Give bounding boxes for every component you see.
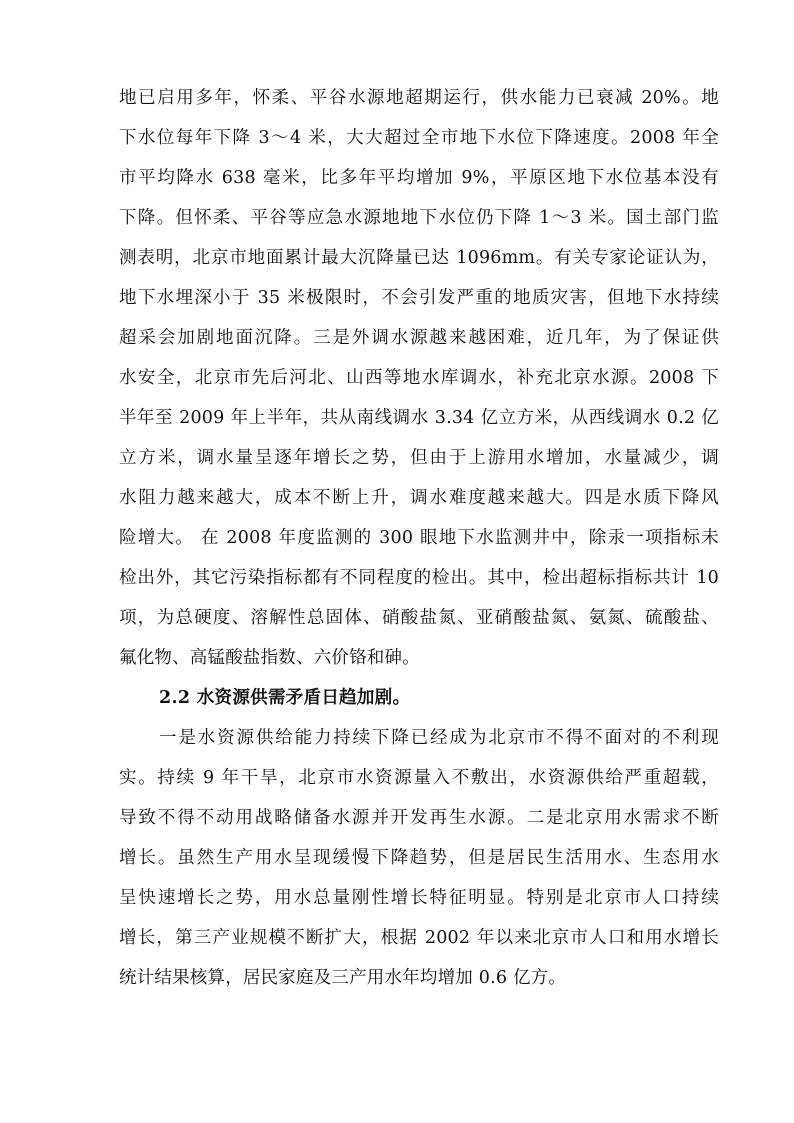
paragraph-line: 测表明，北京市地面累计最大沉降量已达 1096mm。有关专家论证认为， (119, 248, 719, 268)
paragraph-line: 增长，第三产业规模不断扩大，根据 2002 年以来北京市人口和用水增长 (119, 928, 719, 948)
paragraph-line: 项，为总硬度、溶解性总固体、硝酸盐氮、亚硝酸盐氮、氨氮、硫酸盐、 (119, 608, 719, 628)
paragraph-line: 水安全，北京市先后河北、山西等地水库调水，补充北京水源。2008 下 (119, 368, 719, 388)
paragraph-line: 呈快速增长之势，用水总量刚性增长特征明显。特别是北京市人口持续 (119, 888, 719, 908)
paragraph-line: 下降。但怀柔、平谷等应急水源地地下水位仍下降 1～3 米。国土部门监 (119, 208, 719, 228)
paragraph-line: 地已启用多年，怀柔、平谷水源地超期运行，供水能力已衰减 20%。地 (119, 88, 719, 108)
paragraph-line: 超采会加剧地面沉降。三是外调水源越来越困难，近几年，为了保证供 (119, 328, 719, 348)
paragraph-line: 水阻力越来越大，成本不断上升，调水难度越来越大。四是水质下降风 (119, 488, 719, 508)
paragraph-line: 险增大。 在 2008 年度监测的 300 眼地下水监测井中，除汞一项指标未 (119, 528, 719, 548)
paragraph-line: 半年至 2009 年上半年，共从南线调水 3.34 亿立方米，从西线调水 0.2 亿 (119, 408, 719, 428)
paragraph-line: 检出外，其它污染指标都有不同程度的检出。其中，检出超标指标共计 10 (119, 568, 719, 588)
paragraph-line: 导致不得不动用战略储备水源并开发再生水源。二是北京用水需求不断 (119, 808, 719, 828)
paragraph-line: 市平均降水 638 毫米，比多年平均增加 9%，平原区地下水位基本没有 (119, 168, 719, 188)
paragraph-line: 实。持续 9 年干旱，北京市水资源量入不敷出，水资源供给严重超载， (119, 768, 719, 788)
paragraph-line: 地下水埋深小于 35 米极限时，不会引发严重的地质灾害，但地下水持续 (119, 288, 719, 308)
paragraph-line: 立方米，调水量呈逐年增长之势，但由于上游用水增加，水量减少，调 (119, 448, 719, 468)
paragraph-line: 增长。虽然生产用水呈现缓慢下降趋势，但是居民生活用水、生态用水 (119, 848, 719, 868)
paragraph-line: 下水位每年下降 3～4 米，大大超过全市地下水位下降速度。2008 年全 (119, 128, 719, 148)
section-heading: 2.2 水资源供需矛盾日趋加剧。 (159, 688, 411, 708)
paragraph-line: 一是水资源供给能力持续下降已经成为北京市不得不面对的不利现 (159, 728, 719, 748)
paragraph-line: 统计结果核算，居民家庭及三产用水年均增加 0.6 亿方。 (119, 968, 567, 988)
paragraph-line: 氟化物、高锰酸盐指数、六价铬和砷。 (119, 648, 420, 668)
